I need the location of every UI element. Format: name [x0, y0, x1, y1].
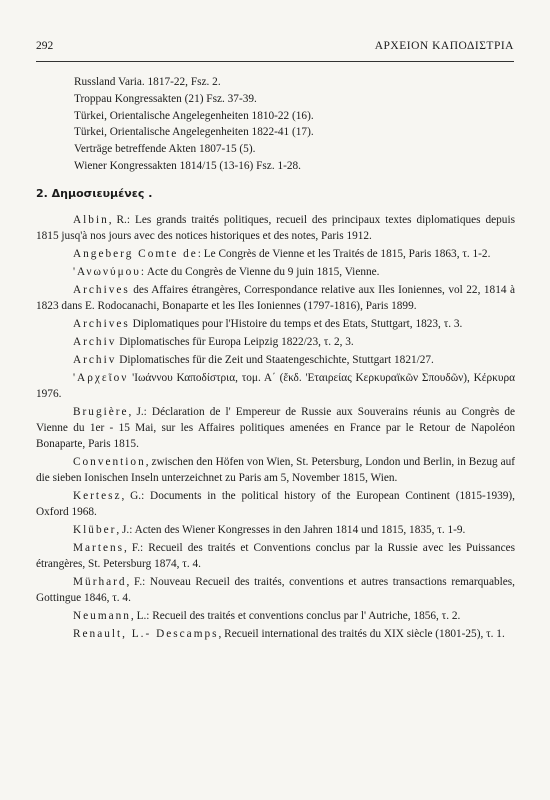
bib-entry [36, 574, 515, 606]
bib-entry [36, 212, 515, 244]
bib-entry [36, 352, 515, 368]
bib-text: , J.: Déclaration de l' Empereur de Russie aux Souverains réunis au Congrès de Vienne du 1er - 15 Mai, sur les Affaires politiques amenées en France par le Retour de Napoléon Bonaparte, Paris 1815. [36, 406, 515, 450]
bib-entry [36, 264, 515, 280]
archive-item: Türkei, Orientalische Angelegenheiten 1822-41 (17). [74, 126, 314, 139]
bib-entry [36, 316, 515, 332]
bib-text: , F.: Nouveau Recueil des traités, conventions et autres transactions remarquables, Gottingue 1846, τ. 4. [36, 576, 515, 604]
bib-text: 'Ιωάννου Καποδίστρια, τομ. Α΄ (ἔκδ. 'Εταιρείας Κερκυραϊκῶν Σπουδῶν), Κέρκυρα 1976. [36, 372, 515, 400]
bib-entry [36, 334, 515, 350]
bib-author: Neumann [73, 610, 131, 622]
bib-text: : Acte du Congrès de Vienne du 9 juin 1815, Vienne. [140, 266, 380, 278]
bib-text: des Affaires étrangères, Correspondance relative aux Iles Ioniennes, vol 22, 1814 à 1823 dans E. Rodocanachi, Bonaparte et les Iles Ioniennes (1797-1816), Paris 1899. [36, 284, 515, 312]
bib-author: 'Αρχεῖον [73, 372, 129, 384]
archive-item: Wiener Kongressakten 1814/15 (13-16) Fsz. 1-28. [74, 159, 302, 172]
bib-text: : Le Congrès de Vienne et les Traités de 1815, Paris 1863, τ. 1-2. [197, 248, 491, 260]
archive-item: Verträge betreffende Akten 1807-15 (5). [74, 143, 256, 156]
bib-entry [36, 370, 515, 402]
bib-text: , G.: Documents in the political history of the European Continent (1815-1939), Oxford 1968. [36, 490, 515, 518]
bib-text: , zwischen den Höfen von Wien, St. Petersburg, London und Berlin, in Bezug auf die sieben Ionischen Inseln unterzeichnet zu Paris am 5, November 1815, Wien. [36, 456, 515, 484]
section-heading: 2. Δημοσιευμένες . [36, 187, 153, 200]
bib-text: , R.: Les grands traités politiques, recueil des principaux textes diplomatiques depuis 1815 jusq'à nos jours avec des notices historiques et des notes, Paris 1912. [36, 214, 515, 242]
bib-author: Mürhard [73, 576, 127, 588]
bib-entry [36, 282, 515, 314]
bib-entry [36, 454, 515, 486]
bib-text: , J.: Acten des Wiener Kongresses in den Jahren 1814 und 1815, 1835, τ. 1-9. [116, 524, 466, 536]
bib-author: Klüber [73, 524, 117, 536]
archive-item: Russland Varia. 1817-22, Fsz. 2. [74, 76, 221, 88]
header-rule [36, 61, 514, 62]
bib-text: Diplomatiques pour l'Histoire du temps et des Etats, Stuttgart, 1823, τ. 3. [129, 318, 463, 330]
bib-text: , Recueil international des traités du XIX siècle (1801-25), τ. 1. [218, 628, 505, 640]
bib-author: Albin [73, 214, 109, 226]
bib-author: Archives [73, 284, 130, 296]
page-number: 292 [36, 40, 54, 52]
bib-author: Convention [73, 456, 146, 468]
bib-text: Diplomatisches für Europa Leipzig 1822/23, τ. 2, 3. [116, 336, 354, 348]
bib-author: Archives [73, 318, 130, 330]
bibliography-list [36, 212, 515, 644]
bib-author: 'Ανωνύμου [73, 266, 141, 278]
bib-entry [36, 540, 515, 572]
bib-entry [36, 404, 515, 452]
archive-item: Troppau Kongressakten (21) Fsz. 37-39. [74, 92, 257, 105]
bib-text: , L.: Recueil des traités et conventions conclus par l' Autriche, 1856, τ. 2. [130, 610, 461, 622]
bib-author: Archiv [73, 354, 117, 366]
bib-author: Archiv [73, 336, 117, 348]
bib-author: Brugière [73, 406, 129, 418]
bib-entry [36, 626, 515, 642]
running-title: ΑΡΧΕΙΟΝ ΚΑΠΟΔΙΣΤΡΙΑ [374, 40, 514, 52]
bib-author: Angeberg Comte de [73, 248, 198, 260]
bib-entry [36, 488, 515, 520]
bib-entry [36, 522, 515, 538]
bib-entry [36, 246, 515, 262]
bib-author: Renault, L.- Descamps [73, 628, 219, 640]
bib-author: Kertesz [73, 490, 122, 502]
bib-text: , F.: Recueil des traités et Conventions conclus par la Russie avec les Puissances étrangères, St. Petersburg 1874, τ. 4. [36, 542, 515, 570]
bib-text: Diplomatisches für die Zeit und Staatengeschichte, Stuttgart 1821/27. [116, 354, 434, 366]
archive-list [74, 74, 514, 175]
archive-item: Türkei, Orientalische Angelegenheiten 1810-22 (16). [74, 109, 314, 122]
bib-entry [36, 608, 515, 624]
bib-author: Martens [73, 542, 125, 554]
page-header [36, 40, 514, 60]
